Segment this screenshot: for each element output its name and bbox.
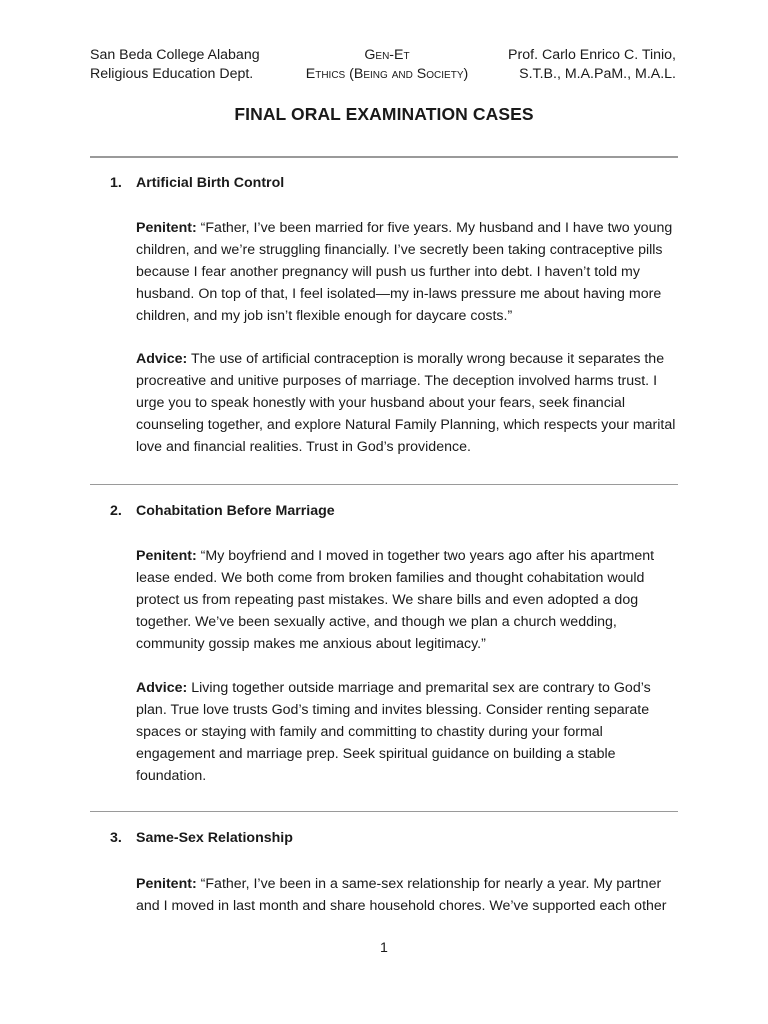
- case-title: Same-Sex Relationship: [136, 830, 293, 846]
- advice-text: Living together outside marriage and premarital sex are contrary to God’s plan. True love trusts God’s timing and invites blessing. Consider renting separate spaces or staying with family and committing to chastity during your formal engagement and marriage prep. Seek spiritual guidance on building a stable foundation.: [136, 680, 651, 784]
- case-number: 3.: [110, 830, 122, 846]
- case-title: Artificial Birth Control: [136, 175, 285, 191]
- case-heading: [110, 175, 284, 191]
- header-course-name: Ethics (Being and Society): [305, 66, 469, 82]
- penitent-paragraph: [136, 545, 680, 655]
- penitent-label: Penitent:: [136, 220, 197, 236]
- penitent-paragraph: [136, 217, 680, 327]
- header-school: San Beda College Alabang: [90, 47, 260, 63]
- header-institution: [90, 46, 310, 84]
- advice-label: Advice:: [136, 351, 188, 367]
- title-divider: [90, 156, 678, 158]
- header-professor: [476, 46, 676, 84]
- header-professor-degrees: S.T.B., M.A.PaM., M.A.L.: [519, 66, 676, 82]
- advice-text: The use of artificial contraception is morally wrong because it separates the procreative and unitive purposes of marriage. The deception involved harms trust. I urge you to speak honestly with your husband about your fears, seek financial counseling together, and explore Natural Family Planning, which respects your marital love and financial realities. Trust in God’s providence.: [136, 351, 676, 455]
- case-heading: [110, 830, 293, 846]
- header-course-code: Gen-Et: [364, 47, 410, 63]
- advice-paragraph: [136, 348, 680, 458]
- penitent-label: Penitent:: [136, 548, 197, 564]
- penitent-text: “Father, I’ve been married for five years. My husband and I have two young children, and we’re struggling financially. I’ve secretly been taking contraceptive pills because I fear another pregnancy will push us further into debt. I haven’t told my husband. On top of that, I feel isolated—my in-laws pressure me about having more children, and my job isn’t flexible enough for daycare costs.”: [136, 220, 673, 324]
- header-department: Religious Education Dept.: [90, 66, 254, 82]
- advice-label: Advice:: [136, 680, 188, 696]
- case-heading: [110, 503, 335, 519]
- penitent-text: “Father, I’ve been in a same-sex relationship for nearly a year. My partner and I moved in last month and share household chores. We’ve supported each other: [136, 876, 667, 914]
- case-divider: [90, 811, 678, 812]
- header-course: [288, 46, 486, 84]
- penitent-text: “My boyfriend and I moved in together two years ago after his apartment lease ended. We both come from broken families and thought cohabitation would protect us from repeating past mistakes. We share bills and even adopted a dog together. We’ve been sexually active, and though we plan a church wedding, community gossip makes me anxious about legitimacy.”: [136, 548, 655, 652]
- page-number: 1: [380, 940, 388, 956]
- header-professor-name: Prof. Carlo Enrico C. Tinio,: [508, 47, 676, 63]
- page-title: FINAL ORAL EXAMINATION CASES: [234, 104, 534, 124]
- advice-paragraph: [136, 677, 680, 787]
- case-divider: [90, 484, 678, 485]
- case-number: 1.: [110, 175, 122, 191]
- penitent-label: Penitent:: [136, 876, 197, 892]
- case-title: Cohabitation Before Marriage: [136, 503, 335, 519]
- case-number: 2.: [110, 503, 122, 519]
- penitent-paragraph: [136, 873, 680, 917]
